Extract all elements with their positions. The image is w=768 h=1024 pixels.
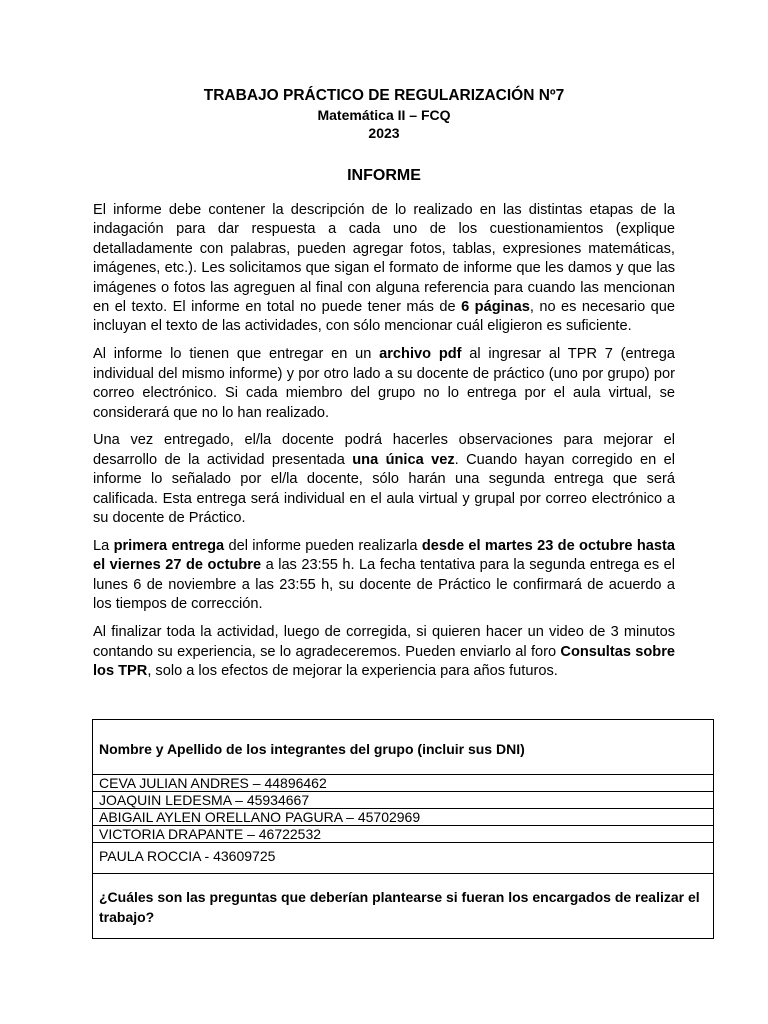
- table-row: ABIGAIL AYLEN ORELLANO PAGURA – 45702969: [93, 809, 714, 826]
- text-run: a las 23:55 h. La fecha tentativa para la segunda entrega es el lunes 6 de noviembre a las 23:55 h, su docente de Práctico le confirmará de acuerdo a los tiempos de corrección.: [93, 557, 675, 613]
- members-table: [92, 719, 714, 939]
- text-run: Al finalizar toda la actividad, luego de corregida, si quieren hacer un video de 3 minutos contando su experiencia, se lo agradeceremos. Pueden enviarlo al foro: [93, 624, 675, 660]
- table-row: CEVA JULIAN ANDRES – 44896462: [93, 775, 714, 792]
- table-row: JOAQUIN LEDESMA – 45934667: [93, 792, 714, 809]
- document-year: 2023: [368, 125, 400, 141]
- text-run: La: [93, 538, 114, 554]
- text-run: , no es necesario que incluyan el texto de las actividades, con sólo mencionar cuál eligieron es suficiente.: [93, 299, 675, 335]
- text-run: del informe pueden realizarla: [224, 538, 422, 554]
- bold-text: desde el martes 23 de octubre hasta el viernes 27 de octubre: [93, 538, 675, 574]
- bold-text: primera entrega: [113, 538, 225, 554]
- document-subtitle: Matemática II – FCQ: [317, 107, 451, 123]
- text-run: , solo a los efectos de mejorar la experiencia para años futuros.: [147, 662, 558, 679]
- text-run: Una vez entregado, el/la docente podrá hacerles observaciones para mejorar el desarrollo de la actividad presentada: [93, 432, 675, 468]
- bold-text: archivo pdf: [379, 346, 462, 363]
- paragraph: [93, 345, 675, 423]
- table-row: PAULA ROCCIA - 43609725: [93, 843, 714, 874]
- bold-text: una única vez: [352, 451, 455, 468]
- bold-text: 6 páginas: [461, 299, 530, 316]
- paragraph: [93, 201, 675, 337]
- table-row: VICTORIA DRAPANTE – 46722532: [93, 826, 714, 843]
- bold-text: Consultas sobre los TPR: [93, 643, 676, 679]
- text-run: . Cuando hayan corregido en el informe lo señalado por el/la docente, sólo harán una segunda entrega que será calificada. Esta entrega será individual en el aula virtual y grupal por correo electrónico a su docente de Práctico.: [93, 451, 675, 527]
- document-title: TRABAJO PRÁCTICO DE REGULARIZACIÓN Nº7: [203, 87, 565, 104]
- question-cell: ¿Cuáles son las preguntas que deberían plantearse si fueran los encargados de realizar el trabajo?: [93, 874, 714, 939]
- paragraph: [93, 537, 675, 615]
- section-heading: INFORME: [347, 167, 421, 184]
- text-run: Al informe lo tienen que entregar en un: [93, 346, 380, 363]
- text-run: al ingresar al TPR 7 (entrega individual del mismo informe) y por otro lado a su docente de práctico (uno por grupo) por correo electrónico. Si cada miembro del grupo no lo entrega por el aula virtual, se considerará que no lo han realizado.: [93, 346, 675, 421]
- paragraph: [93, 623, 675, 681]
- paragraph: [93, 431, 675, 528]
- text-run: El informe debe contener la descripción de lo realizado en las distintas etapas de la indagación para dar respuesta a cada uno de los cuestionamientos (explique detalladamente con palabras, pueden agregar fotos, tablas, expresiones matemáticas, imágenes, etc.). Les solicitamos que sigan el formato de informe que les damos y que las imágenes o fotos las agreguen al final con alguna referencia para cuando las mencionan en el texto. El informe en total no puede tener más de: [93, 202, 675, 316]
- body-text: [93, 201, 675, 690]
- document-header: [0, 86, 768, 142]
- table-header: Nombre y Apellido de los integrantes del grupo (incluir sus DNI): [93, 720, 714, 775]
